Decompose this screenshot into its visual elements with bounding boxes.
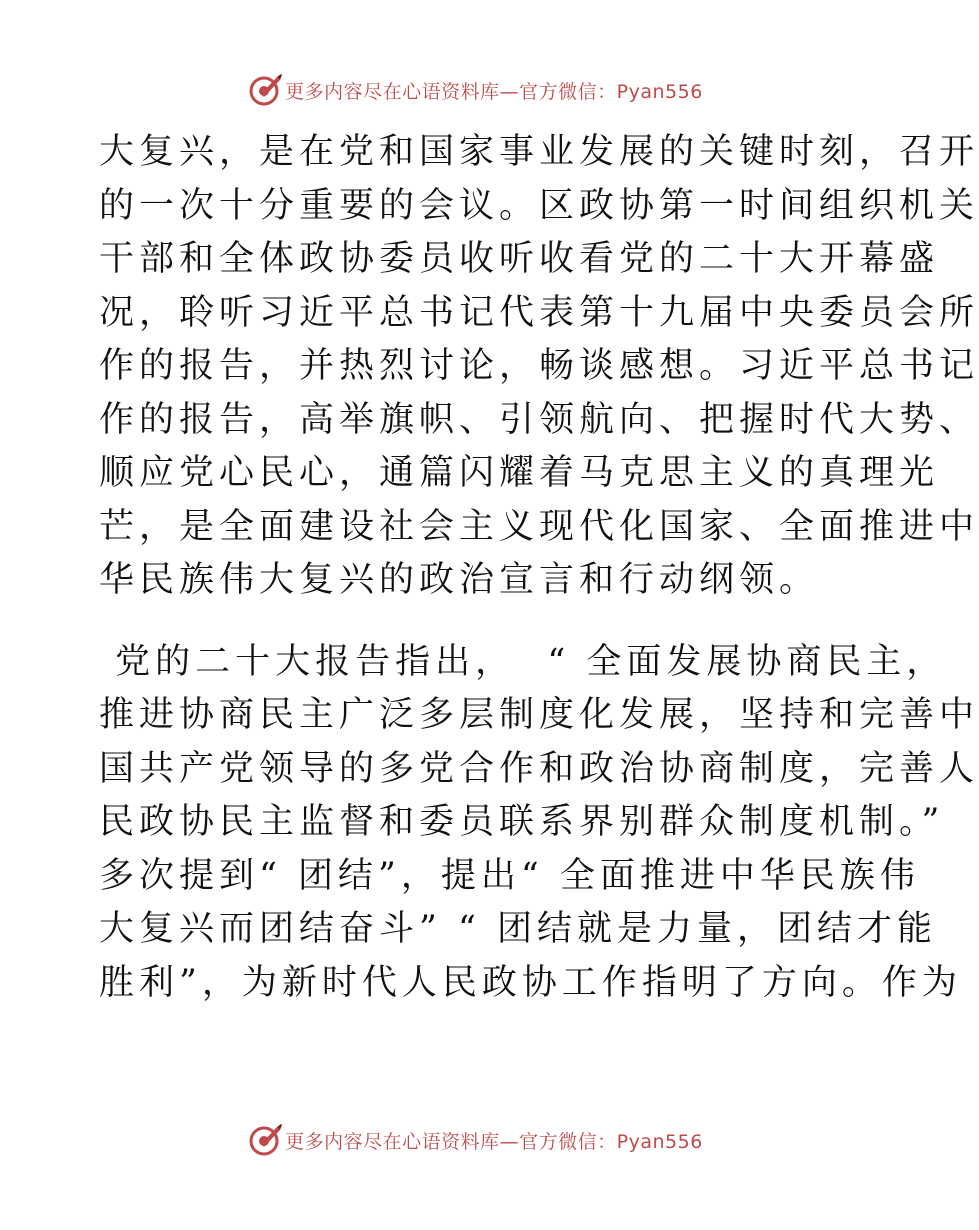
header-watermark <box>0 70 950 110</box>
document-body <box>99 126 979 1010</box>
text-line: 国共产党领导的多党合作和政治协商制度，完善人 <box>99 748 979 789</box>
watermark-text: 更多内容尽在心语资料库—官方微信：Pyan556 <box>285 80 703 103</box>
text-line: 华民族伟大复兴的政治宣言和行动纲领。 <box>99 560 820 600</box>
text-line: 多次提到“ 团结”，提出“ 全面推进中华民族伟 <box>99 855 920 896</box>
watermark-text: 更多内容尽在心语资料库—官方微信：Pyan556 <box>285 1130 703 1153</box>
paragraph <box>99 636 979 1011</box>
pen-logo-icon <box>247 1122 283 1158</box>
text-line: 大复兴，是在党和国家事业发展的关键时刻，召开 <box>99 132 979 172</box>
paragraph <box>99 126 979 608</box>
text-line: 顺应党心民心，通篇闪耀着马克思主义的真理光 <box>99 453 940 493</box>
text-line: 民政协民主监督和委员联系界别群众制度机制。” <box>99 802 945 842</box>
pen-logo-icon <box>247 72 283 108</box>
text-line: 作的报告，并热烈讨论，畅谈感想。习近平总书记 <box>99 346 979 386</box>
text-line: 推进协商民主广泛多层制度化发展，坚持和完善中 <box>99 695 979 735</box>
text-line: 的一次十分重要的会议。区政协第一时间组织机关 <box>99 185 979 226</box>
paragraph-gap <box>99 608 851 636</box>
text-line: 胜利”，为新时代人民政协工作指明了方向。作为 <box>99 962 962 1003</box>
footer-watermark <box>0 1120 950 1160</box>
text-line: 党的二十大报告指出， “ 全面发展协商民主， <box>99 641 947 682</box>
text-line: 芒，是全面建设社会主义现代化国家、全面推进中 <box>99 506 979 547</box>
text-line: 况，聆听习近平总书记代表第十九届中央委员会所 <box>99 292 979 333</box>
text-line: 干部和全体政协委员收听收看党的二十大开幕盛 <box>99 239 940 279</box>
text-line: 作的报告，高举旗帜、引领航向、把握时代大势、 <box>99 399 979 440</box>
text-line: 大复兴而团结奋斗” “ 团结就是力量，团结才能 <box>99 909 938 949</box>
